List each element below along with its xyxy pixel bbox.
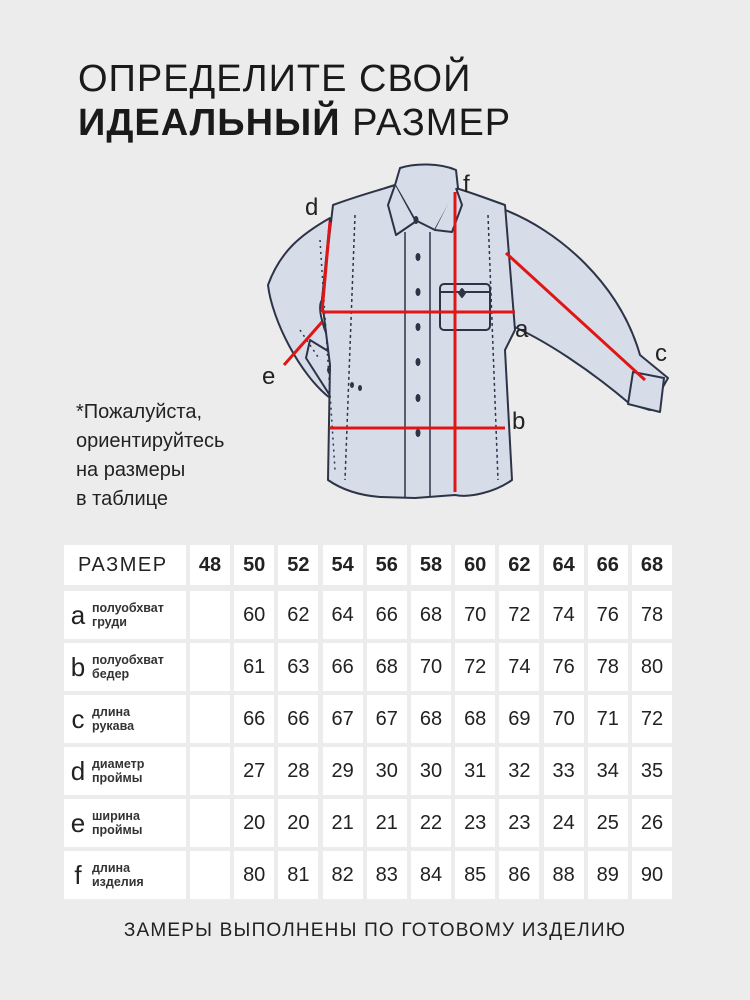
table-cell: 64 bbox=[323, 591, 363, 639]
table-cell: 66 bbox=[367, 591, 407, 639]
size-header-cell: 66 bbox=[588, 545, 628, 585]
note-line: в таблице bbox=[76, 488, 168, 510]
table-cell: 66 bbox=[323, 643, 363, 691]
table-cell: 90 bbox=[632, 851, 672, 899]
row-label bbox=[64, 591, 186, 639]
table-cell: 20 bbox=[278, 799, 318, 847]
table-cell: 68 bbox=[455, 695, 495, 743]
row-letter: c bbox=[71, 703, 85, 734]
table-cell: 66 bbox=[278, 695, 318, 743]
table-cell: 20 bbox=[234, 799, 274, 847]
table-cell bbox=[190, 851, 230, 899]
table-cell: 29 bbox=[323, 747, 363, 795]
table-cell: 89 bbox=[588, 851, 628, 899]
table-cell: 67 bbox=[367, 695, 407, 743]
note-line: на размеры bbox=[76, 459, 186, 481]
row-description-line2: груди bbox=[92, 615, 127, 629]
row-description bbox=[92, 653, 164, 681]
table-cell: 25 bbox=[588, 799, 628, 847]
row-description-line2: изделия bbox=[92, 875, 144, 889]
size-header-cell: 52 bbox=[278, 545, 318, 585]
row-description bbox=[92, 861, 144, 889]
table-cell: 31 bbox=[455, 747, 495, 795]
table-cell: 84 bbox=[411, 851, 451, 899]
label-a: a bbox=[515, 316, 529, 343]
table-row bbox=[64, 695, 676, 743]
table-cell: 68 bbox=[367, 643, 407, 691]
table-cell: 78 bbox=[632, 591, 672, 639]
table-cell bbox=[190, 591, 230, 639]
size-table bbox=[64, 545, 676, 903]
size-header-cell: 60 bbox=[455, 545, 495, 585]
table-row bbox=[64, 591, 676, 639]
table-cell: 71 bbox=[588, 695, 628, 743]
table-cell: 72 bbox=[632, 695, 672, 743]
table-cell: 85 bbox=[455, 851, 495, 899]
label-f: f bbox=[463, 171, 470, 198]
table-cell: 28 bbox=[278, 747, 318, 795]
table-cell: 60 bbox=[234, 591, 274, 639]
title-bold-word: ИДЕАЛЬНЫЙ bbox=[78, 102, 341, 144]
footer-note: ЗАМЕРЫ ВЫПОЛНЕНЫ ПО ГОТОВОМУ ИЗДЕЛИЮ bbox=[123, 920, 627, 941]
table-cell: 68 bbox=[411, 591, 451, 639]
row-description-line2: рукава bbox=[92, 719, 135, 733]
row-letter: f bbox=[74, 859, 82, 890]
table-cell: 72 bbox=[499, 591, 539, 639]
row-description bbox=[92, 757, 144, 785]
label-b: b bbox=[512, 408, 526, 435]
row-letter: e bbox=[70, 807, 86, 838]
row-description bbox=[92, 809, 142, 837]
row-description bbox=[92, 601, 164, 629]
table-cell: 76 bbox=[588, 591, 628, 639]
table-cell: 21 bbox=[323, 799, 363, 847]
table-cell: 80 bbox=[234, 851, 274, 899]
row-label bbox=[64, 643, 186, 691]
note-line: *Пожалуйста, bbox=[76, 401, 203, 423]
row-description-line2: проймы bbox=[92, 823, 143, 837]
table-cell: 72 bbox=[455, 643, 495, 691]
size-header-cell: 48 bbox=[190, 545, 230, 585]
label-d: d bbox=[305, 194, 319, 221]
table-cell: 68 bbox=[411, 695, 451, 743]
row-letter: b bbox=[70, 651, 86, 682]
row-label bbox=[64, 851, 186, 899]
header-label: РАЗМЕР bbox=[64, 545, 186, 585]
table-cell: 83 bbox=[367, 851, 407, 899]
size-header-cell: 62 bbox=[499, 545, 539, 585]
table-cell: 32 bbox=[499, 747, 539, 795]
table-cell: 69 bbox=[499, 695, 539, 743]
table-cell bbox=[190, 799, 230, 847]
row-description-line1: диаметр bbox=[92, 757, 145, 771]
table-cell: 66 bbox=[234, 695, 274, 743]
table-cell: 30 bbox=[411, 747, 451, 795]
row-label bbox=[64, 695, 186, 743]
table-row bbox=[64, 747, 676, 795]
table-cell: 86 bbox=[499, 851, 539, 899]
table-cell: 34 bbox=[588, 747, 628, 795]
table-cell: 80 bbox=[632, 643, 672, 691]
table-cell: 78 bbox=[588, 643, 628, 691]
table-cell: 33 bbox=[544, 747, 584, 795]
table-row bbox=[64, 851, 676, 899]
table-cell bbox=[190, 643, 230, 691]
table-cell: 24 bbox=[544, 799, 584, 847]
table-cell: 70 bbox=[455, 591, 495, 639]
label-e: e bbox=[262, 363, 276, 390]
row-description bbox=[92, 705, 134, 733]
table-cell: 74 bbox=[544, 591, 584, 639]
table-cell: 70 bbox=[544, 695, 584, 743]
table-cell: 61 bbox=[234, 643, 274, 691]
label-c: c bbox=[655, 340, 667, 367]
table-cell: 67 bbox=[323, 695, 363, 743]
title-line-1: ОПРЕДЕЛИТЕ СВОЙ bbox=[78, 58, 472, 100]
table-cell: 88 bbox=[544, 851, 584, 899]
table-cell: 74 bbox=[499, 643, 539, 691]
row-letter: a bbox=[70, 599, 86, 630]
table-cell: 23 bbox=[499, 799, 539, 847]
table-row bbox=[64, 643, 676, 691]
table-cell: 27 bbox=[234, 747, 274, 795]
table-header-row bbox=[64, 545, 676, 585]
row-description-line1: ширина bbox=[92, 809, 140, 823]
note-text bbox=[76, 398, 224, 514]
table-cell: 23 bbox=[455, 799, 495, 847]
row-description-line2: бедер bbox=[92, 667, 130, 681]
table-cell: 35 bbox=[632, 747, 672, 795]
table-cell: 76 bbox=[544, 643, 584, 691]
right-cuff bbox=[628, 372, 664, 412]
size-header-cell: 64 bbox=[544, 545, 584, 585]
table-cell bbox=[190, 695, 230, 743]
size-header-cell: 58 bbox=[411, 545, 451, 585]
table-cell: 63 bbox=[278, 643, 318, 691]
size-header-cell: 54 bbox=[323, 545, 363, 585]
row-label bbox=[64, 799, 186, 847]
row-description-line1: длина bbox=[92, 705, 131, 719]
table-cell: 82 bbox=[323, 851, 363, 899]
row-description-line1: полуобхват bbox=[92, 653, 164, 667]
size-header-cell: 50 bbox=[234, 545, 274, 585]
size-header-cell: 56 bbox=[367, 545, 407, 585]
table-cell bbox=[190, 747, 230, 795]
table-cell: 21 bbox=[367, 799, 407, 847]
table-cell: 70 bbox=[411, 643, 451, 691]
table-row bbox=[64, 799, 676, 847]
row-description-line1: полуобхват bbox=[92, 601, 164, 615]
table-cell: 81 bbox=[278, 851, 318, 899]
table-cell: 22 bbox=[411, 799, 451, 847]
row-label bbox=[64, 747, 186, 795]
title-rest-word: РАЗМЕР bbox=[340, 102, 512, 144]
chest-pocket bbox=[440, 284, 490, 330]
table-cell: 26 bbox=[632, 799, 672, 847]
note-line: ориентируйтесь bbox=[76, 430, 225, 452]
size-header-cell: 68 bbox=[632, 545, 672, 585]
table-cell: 30 bbox=[367, 747, 407, 795]
table-cell: 62 bbox=[278, 591, 318, 639]
row-letter: d bbox=[70, 755, 86, 786]
row-description-line1: длина bbox=[92, 861, 131, 875]
row-description-line2: проймы bbox=[92, 771, 143, 785]
